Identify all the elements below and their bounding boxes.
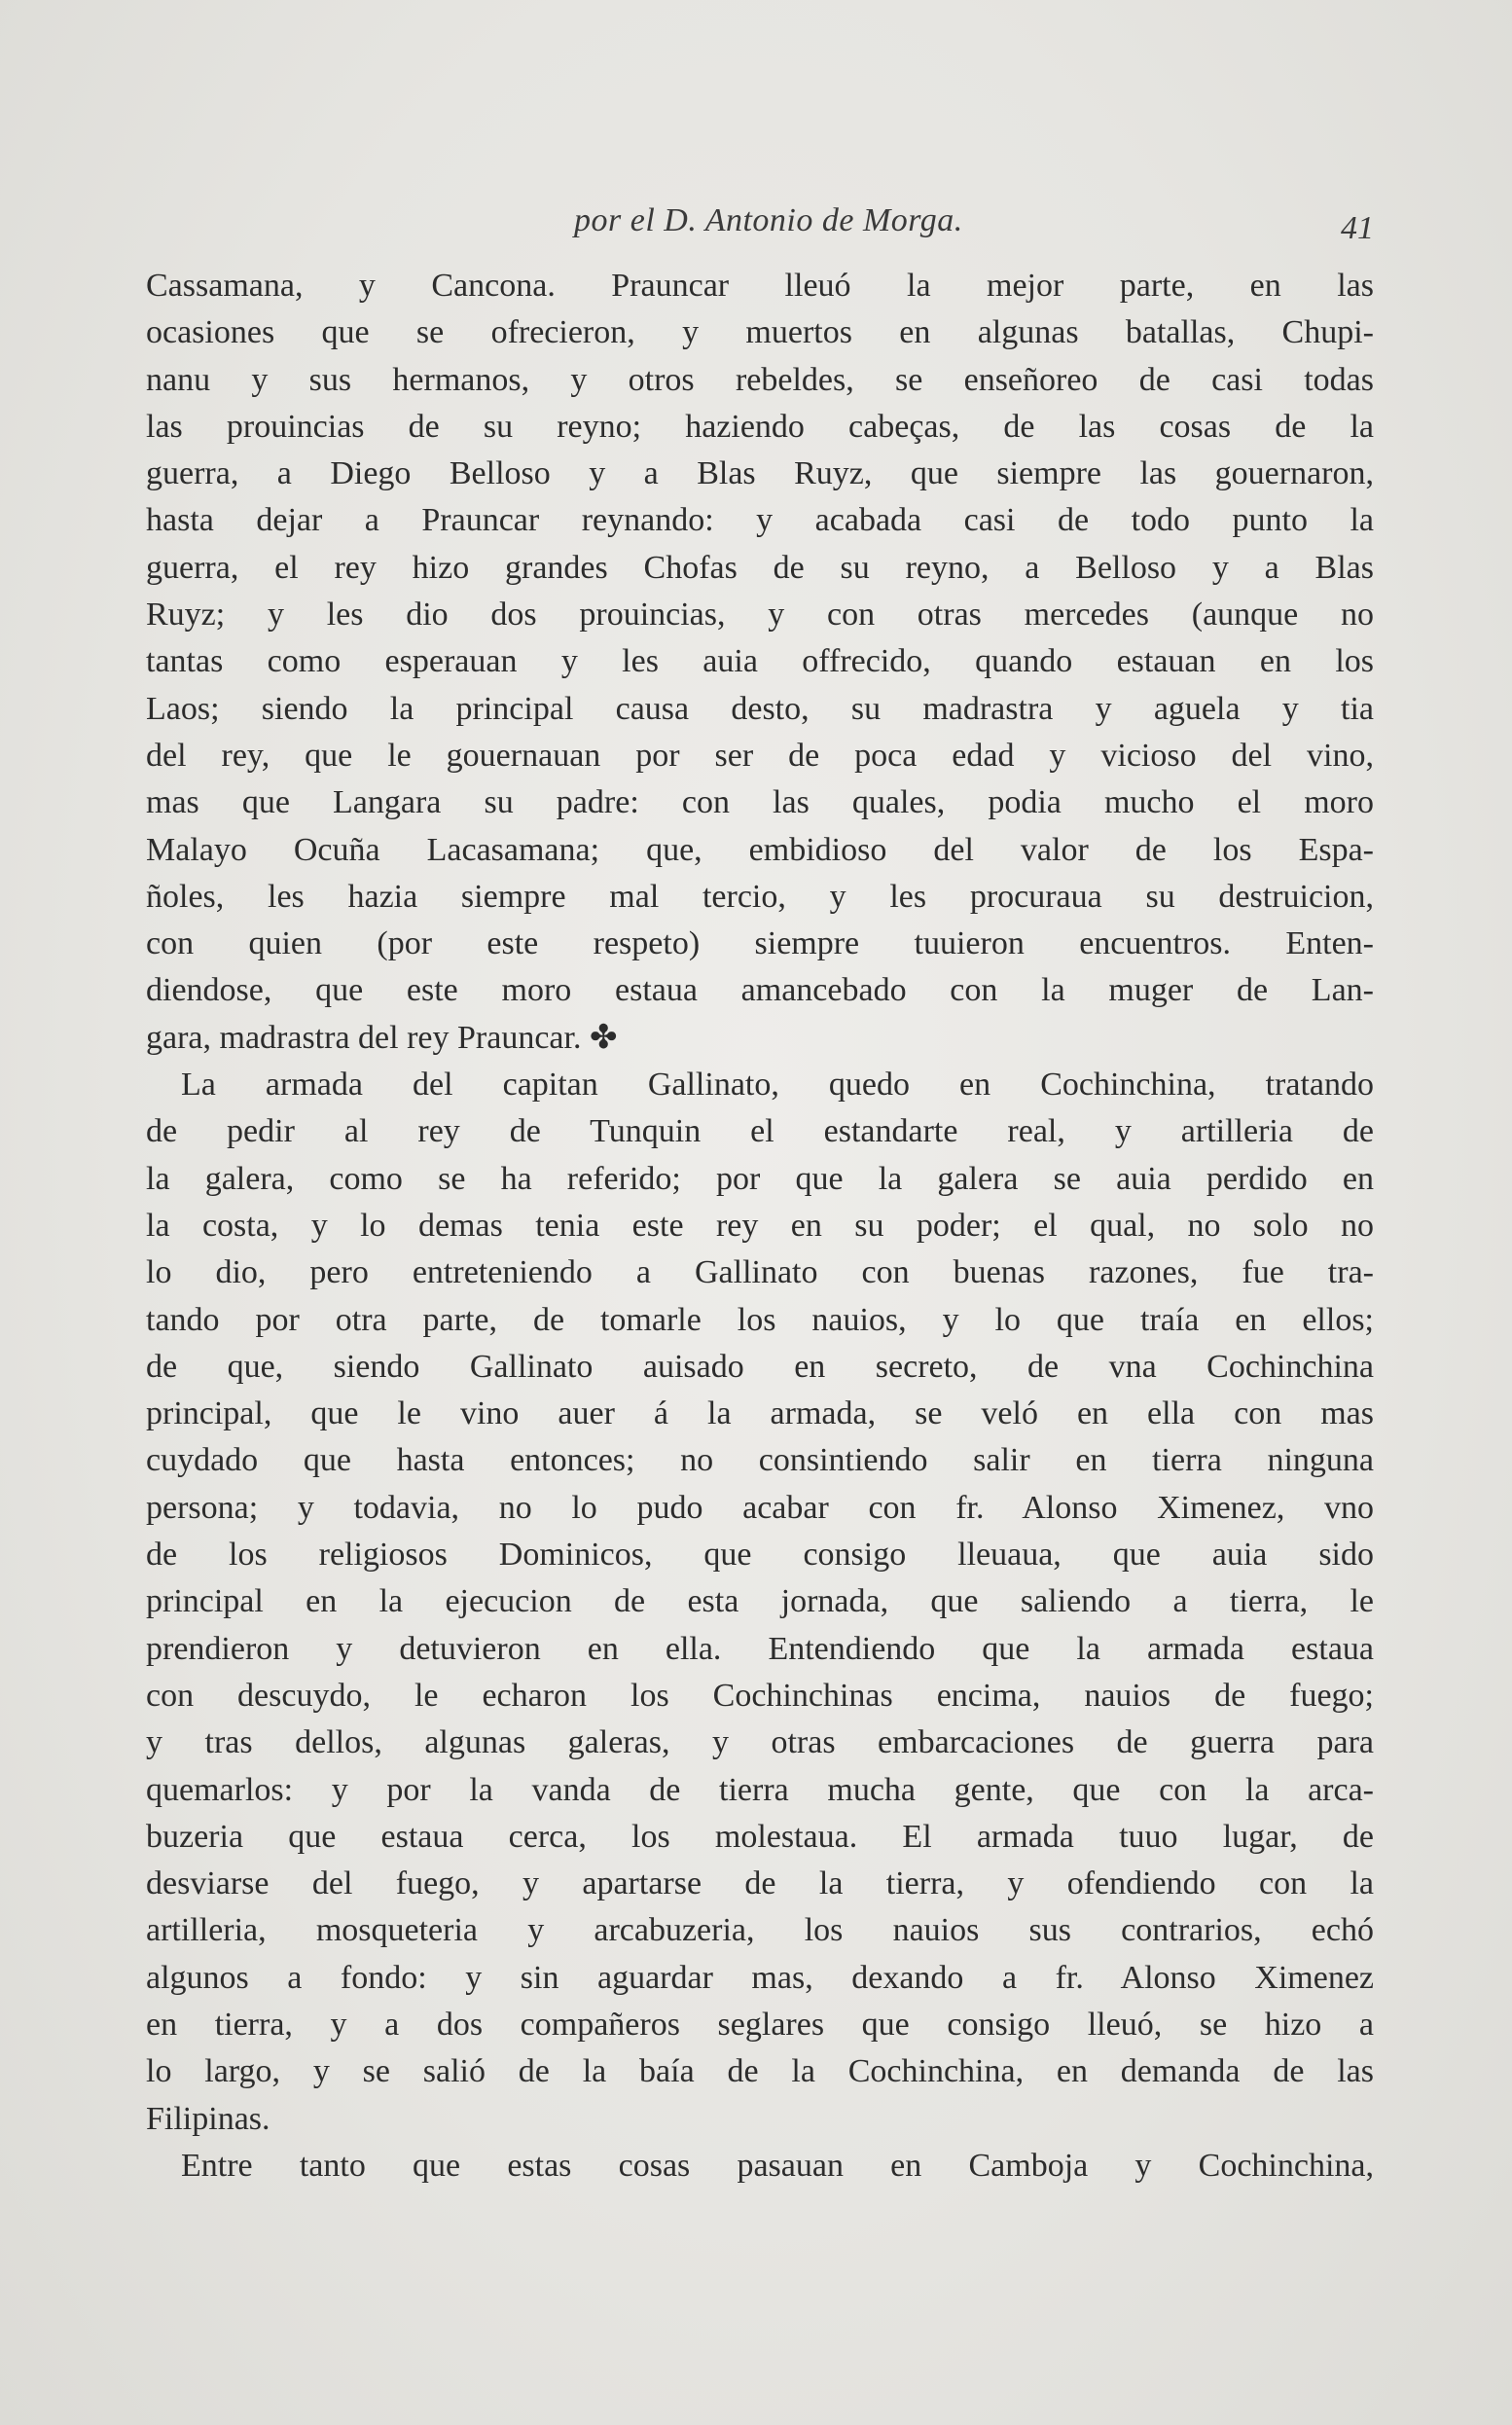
text-line: buzeria que estaua cerca, los molestaua. El armada tuuo lugar, de [146, 1818, 1374, 1855]
text-line: y tras dellos, algunas galeras, y otras embarcaciones de guerra para [146, 1724, 1374, 1761]
text-line: en tierra, y a dos compañeros seglares que consigo lleuó, se hizo a [146, 2006, 1374, 2043]
text-line: lo dio, pero entreteniendo a Gallinato con buenas razones, fue tra- [146, 1254, 1374, 1291]
text-line: lo largo, y se salió de la baía de la Cochinchina, en demanda de las [146, 2053, 1374, 2090]
text-line: con quien (por este respeto) siempre tuuieron encuentros. Enten- [146, 925, 1374, 962]
paragraph [146, 2143, 1374, 2190]
text-line: algunos a fondo: y sin aguardar mas, dexando a fr. Alonso Ximenez [146, 1959, 1374, 1996]
paragraph [146, 263, 1374, 1062]
text-line: gara, madrastra del rey Prauncar. ✤ [146, 1019, 618, 1056]
text-line: Ruyz; y les dio dos prouincias, y con otras mercedes (aunque no [146, 597, 1374, 633]
text-line: artilleria, mosqueteria y arcabuzeria, los nauios sus contrarios, echó [146, 1912, 1374, 1949]
text-line: persona; y todavia, no lo pudo acabar con fr. Alonso Ximenez, vno [146, 1489, 1374, 1526]
text-line: prendieron y detuvieron en ella. Entendiendo que la armada estaua [146, 1630, 1374, 1667]
text-line: diendose, que este moro estaua amancebado con la muger de Lan- [146, 972, 1374, 1009]
text-line: mas que Langara su padre: con las quales, podia mucho el moro [146, 784, 1374, 821]
text-line: guerra, el rey hizo grandes Chofas de su reyno, a Belloso y a Blas [146, 549, 1374, 586]
text-line: principal, que le vino auer á la armada, se veló en ella con mas [146, 1395, 1374, 1432]
text-line: desviarse del fuego, y apartarse de la tierra, y ofendiendo con la [146, 1865, 1374, 1902]
text-line: nanu y sus hermanos, y otros rebeldes, se enseñoreo de casi todas [146, 361, 1374, 398]
text-line: la costa, y lo demas tenia este rey en su poder; el qual, no solo no [146, 1207, 1374, 1244]
text-line: guerra, a Diego Belloso y a Blas Ruyz, que siempre las gouernaron, [146, 455, 1374, 492]
text-line: Filipinas. [146, 2100, 270, 2137]
text-line: quemarlos: y por la vanda de tierra mucha gente, que con la arca- [146, 1771, 1374, 1808]
page-header [146, 195, 1374, 263]
text-line: tando por otra parte, de tomarle los nauios, y lo que traía en ellos; [146, 1301, 1374, 1338]
text-line: Malayo Ocuña Lacasamana; que, embidioso del valor de los Espa- [146, 831, 1374, 868]
text-line: La armada del capitan Gallinato, quedo en Cochinchina, tratando [181, 1067, 1374, 1104]
running-head: por el D. Antonio de Morga. [574, 202, 963, 238]
paragraph [146, 1062, 1374, 2143]
text-line: hasta dejar a Prauncar reynando: y acabada casi de todo punto la [146, 502, 1374, 539]
text-line: de los religiosos Dominicos, que consigo lleuaua, que auia sido [146, 1537, 1374, 1574]
text-line: con descuydo, le echaron los Cochinchinas encima, nauios de fuego; [146, 1677, 1374, 1714]
text-line: del rey, que le gouernauan por ser de poca edad y vicioso del vino, [146, 737, 1374, 774]
text-line: de pedir al rey de Tunquin el estandarte real, y artilleria de [146, 1113, 1374, 1150]
text-line: ocasiones que se ofrecieron, y muertos en algunas batallas, Chupi- [146, 314, 1374, 351]
text-line: Laos; siendo la principal causa desto, su madrastra y aguela y tia [146, 690, 1374, 727]
text-line: cuydado que hasta entonces; no consintiendo salir en tierra ninguna [146, 1442, 1374, 1479]
text-line: tantas como esperauan y les auia offrecido, quando estauan en los [146, 643, 1374, 680]
text-line: la galera, como se ha referido; por que la galera se auia perdido en [146, 1160, 1374, 1197]
text-line: ñoles, les hazia siempre mal tercio, y les procuraua su destruicion, [146, 878, 1374, 915]
text-line: principal en la ejecucion de esta jornada, que saliendo a tierra, le [146, 1583, 1374, 1620]
text-line: las prouincias de su reyno; haziendo cabeças, de las cosas de la [146, 408, 1374, 445]
text-line: Entre tanto que estas cosas pasauan en Camboja y Cochinchina, [181, 2147, 1374, 2184]
text-line: Cassamana, y Cancona. Prauncar lleuó la mejor parte, en las [146, 268, 1374, 304]
text-line: de que, siendo Gallinato auisado en secreto, de vna Cochinchina [146, 1348, 1374, 1385]
body-text [146, 263, 1374, 2190]
page-number: 41 [1341, 210, 1374, 246]
